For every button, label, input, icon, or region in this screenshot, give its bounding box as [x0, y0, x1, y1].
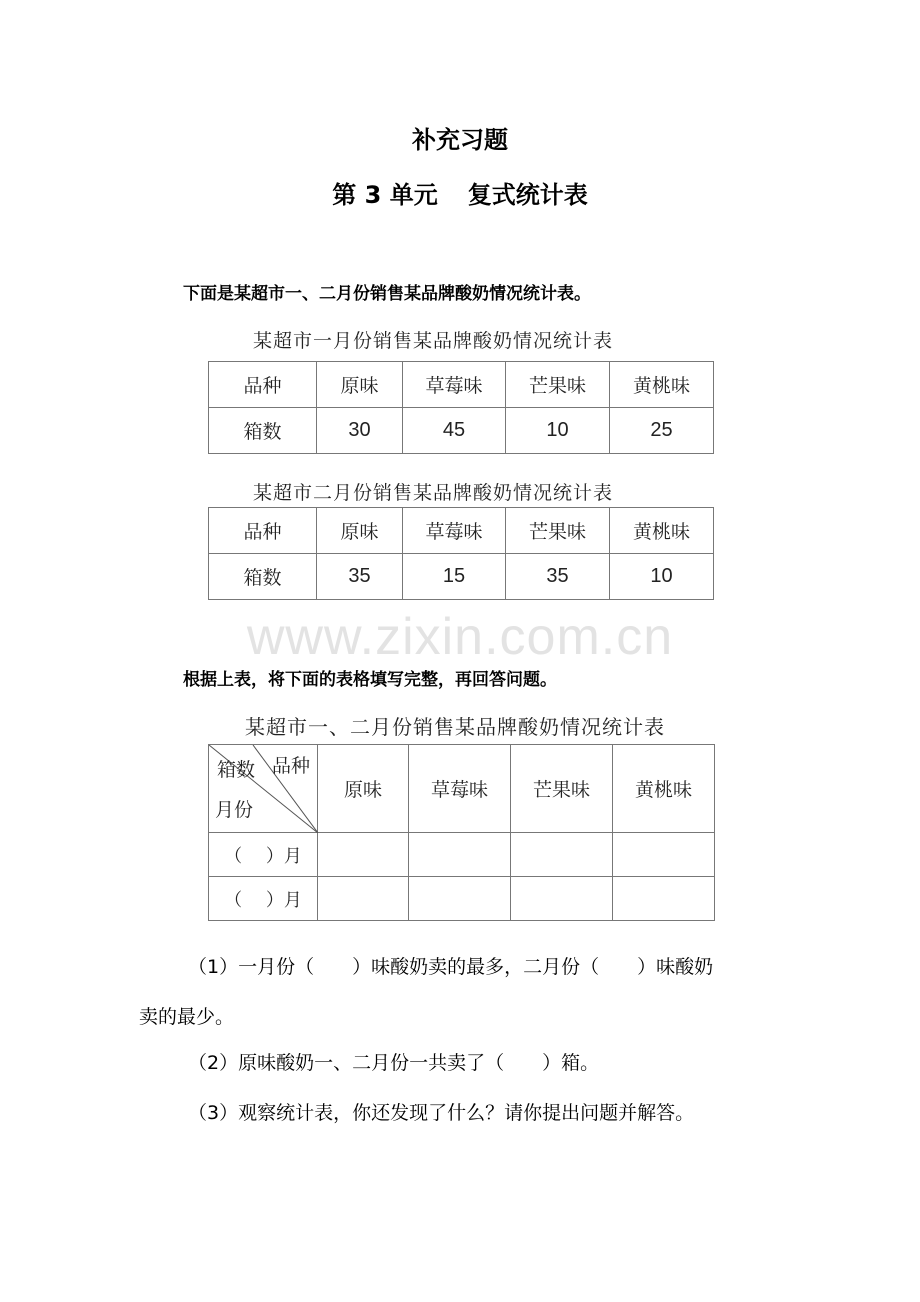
count-cell: 25 [610, 408, 714, 454]
watermark: www.zixin.com.cn [246, 608, 674, 666]
question-3: （3）观察统计表，你还发现了什么？请你提出问题并解答。 [188, 1102, 695, 1124]
blank-cell[interactable] [318, 877, 409, 921]
blank-cell[interactable] [318, 833, 409, 877]
feb-stats-table [208, 507, 714, 600]
table-row [209, 408, 714, 454]
count-cell: 10 [506, 408, 610, 454]
combined-stats-table [208, 744, 715, 921]
corner-month-label: 月份 [215, 799, 254, 821]
diagonal-header-cell [209, 745, 318, 833]
flavor-cell: 原味 [318, 745, 409, 833]
flavor-cell: 原味 [317, 362, 403, 408]
question-1-line-1: （1）一月份（ ）味酸奶卖的最多，二月份（ ）味酸奶 [188, 956, 714, 978]
question-1-line-2: 卖的最少。 [139, 1006, 235, 1028]
row-header-kind: 品种 [209, 508, 317, 554]
unit-name: 复式统计表 [467, 181, 588, 209]
unit-title [0, 175, 920, 210]
row-header-count: 箱数 [209, 554, 317, 600]
feb-table-caption: 某超市二月份销售某品牌酸奶情况统计表 [253, 482, 614, 504]
table-row [209, 833, 715, 877]
count-cell: 35 [506, 554, 610, 600]
combined-table-caption: 某超市一、二月份销售某品牌酸奶情况统计表 [245, 715, 665, 739]
blank-cell[interactable] [613, 833, 715, 877]
corner-kind-label: 品种 [272, 755, 311, 777]
jan-table-caption: 某超市一月份销售某品牌酸奶情况统计表 [253, 330, 614, 352]
blank-cell[interactable] [409, 833, 511, 877]
flavor-cell: 草莓味 [403, 508, 506, 554]
blank-cell[interactable] [511, 833, 613, 877]
table-row [209, 508, 714, 554]
row-header-count: 箱数 [209, 408, 317, 454]
row-header-kind: 品种 [209, 362, 317, 408]
flavor-cell: 黄桃味 [610, 508, 714, 554]
blank-cell[interactable] [511, 877, 613, 921]
flavor-cell: 黄桃味 [610, 362, 714, 408]
table-row [209, 362, 714, 408]
question-2: （2）原味酸奶一、二月份一共卖了（ ）箱。 [188, 1052, 600, 1074]
month-blank-cell[interactable]: （ ）月 [209, 833, 318, 877]
flavor-cell: 原味 [317, 508, 403, 554]
corner-count-label: 箱数 [217, 759, 256, 781]
task-text: 根据上表，将下面的表格填写完整，再回答问题。 [183, 670, 557, 690]
count-cell: 35 [317, 554, 403, 600]
jan-stats-table [208, 361, 714, 454]
table-row [209, 554, 714, 600]
flavor-cell: 芒果味 [506, 508, 610, 554]
month-blank-cell[interactable]: （ ）月 [209, 877, 318, 921]
worksheet-title: 补充习题 [412, 126, 508, 154]
count-cell: 15 [403, 554, 506, 600]
flavor-cell: 草莓味 [403, 362, 506, 408]
count-cell: 45 [403, 408, 506, 454]
count-cell: 30 [317, 408, 403, 454]
table-row [209, 877, 715, 921]
blank-cell[interactable] [409, 877, 511, 921]
flavor-cell: 草莓味 [409, 745, 511, 833]
unit-number: 第 3 单元 [332, 181, 438, 209]
blank-cell[interactable] [613, 877, 715, 921]
table-row [209, 745, 715, 833]
count-cell: 10 [610, 554, 714, 600]
intro-text: 下面是某超市一、二月份销售某品牌酸奶情况统计表。 [183, 284, 591, 304]
flavor-cell: 芒果味 [506, 362, 610, 408]
flavor-cell: 芒果味 [511, 745, 613, 833]
flavor-cell: 黄桃味 [613, 745, 715, 833]
